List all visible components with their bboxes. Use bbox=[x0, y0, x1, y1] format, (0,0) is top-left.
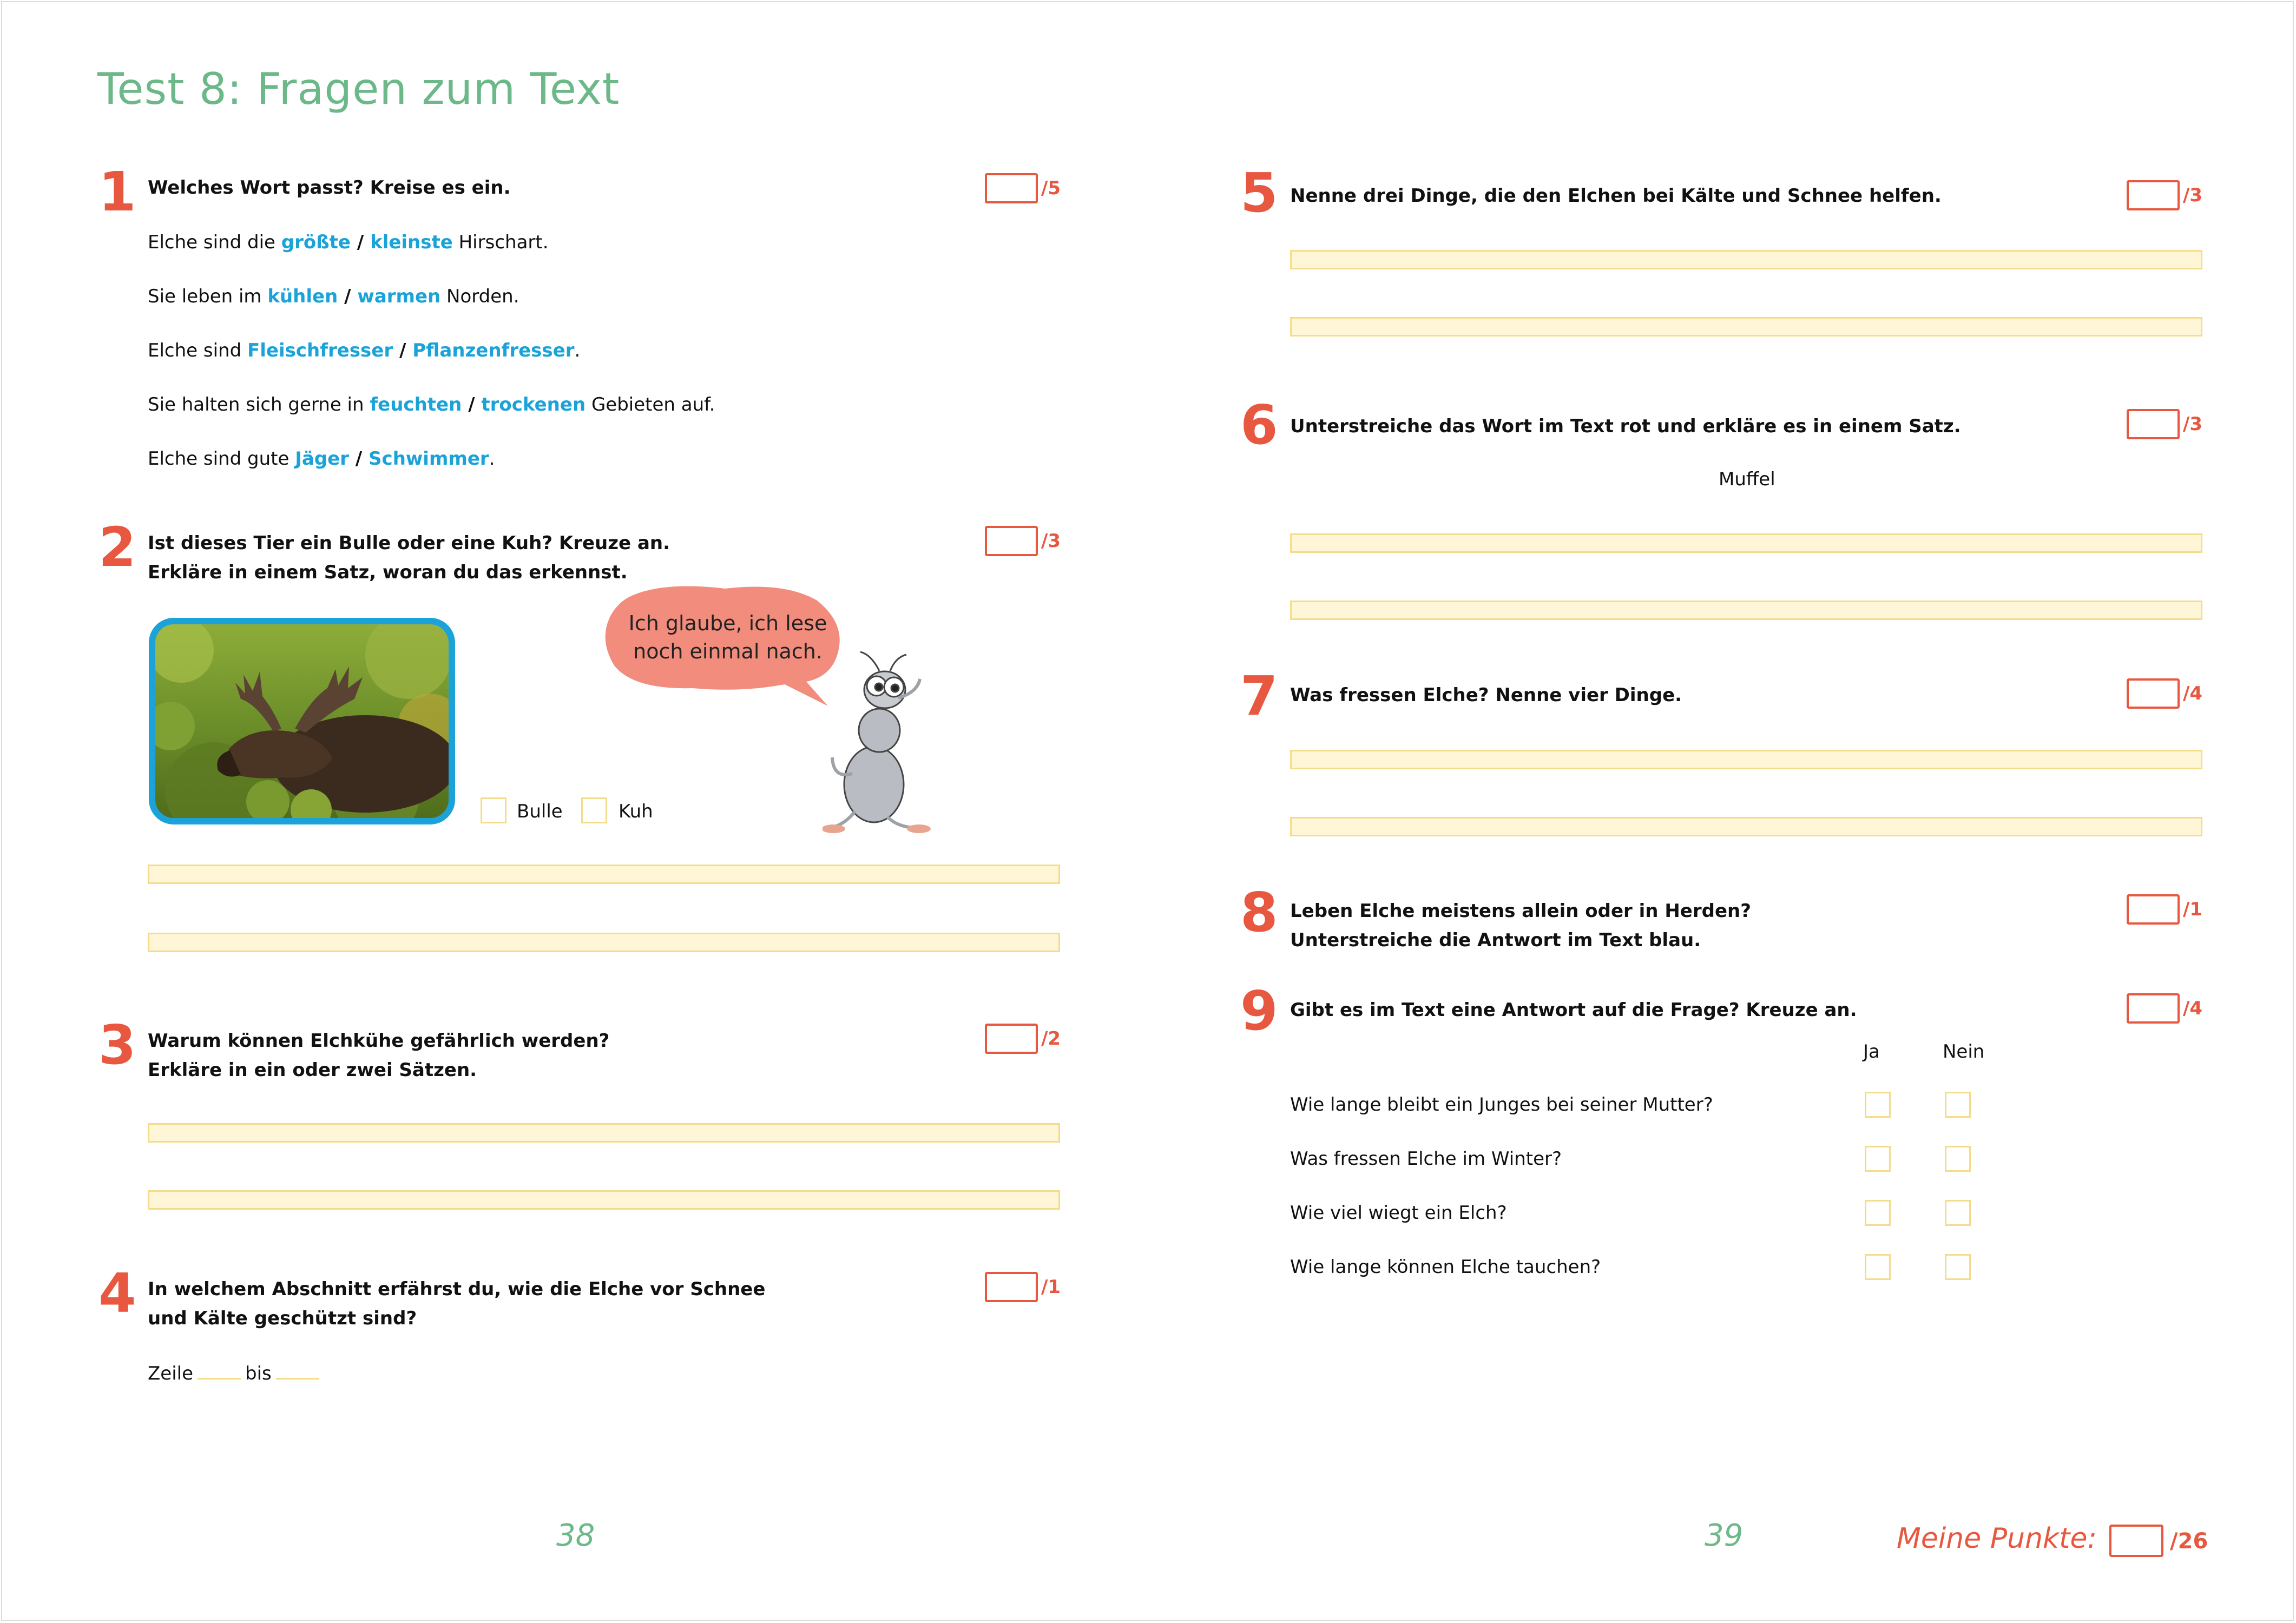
answer-line-q7-1[interactable] bbox=[1290, 750, 2202, 769]
answer-line-q5-1[interactable] bbox=[1290, 250, 2202, 269]
score-max-3: /2 bbox=[1041, 1028, 1061, 1050]
question-number-9: 9 bbox=[1240, 979, 1278, 1043]
score-max-9: /4 bbox=[2183, 998, 2203, 1019]
answer-line-q3-2[interactable] bbox=[148, 1190, 1060, 1210]
question-2-line-2: Erkläre in einem Satz, woran du das erkennst. bbox=[148, 562, 628, 583]
page-number-left: 38 bbox=[556, 1518, 595, 1553]
question-8-line-1: Leben Elche meistens allein oder in Herden? bbox=[1290, 900, 1751, 922]
score-box-3[interactable] bbox=[985, 1024, 1038, 1054]
question-number-7: 7 bbox=[1240, 664, 1278, 728]
question-number-5: 5 bbox=[1240, 161, 1278, 225]
score-box-7[interactable] bbox=[2127, 678, 2180, 709]
checkbox-kuh[interactable] bbox=[581, 797, 607, 823]
answer-line-q3-1[interactable] bbox=[148, 1123, 1060, 1143]
question-2-line-1: Ist dieses Tier ein Bulle oder eine Kuh? Kreuze an. bbox=[148, 532, 670, 554]
checkbox-q9-row2-ja[interactable] bbox=[1865, 1146, 1891, 1172]
answer-line-q2-1[interactable] bbox=[148, 865, 1060, 884]
question-5-text: Nenne drei Dinge, die den Elchen bei Kälte und Schnee helfen. bbox=[1290, 185, 1942, 207]
question-number-3: 3 bbox=[98, 1013, 136, 1077]
q4-zeile-row: Zeile bis bbox=[148, 1361, 324, 1386]
option-warmen[interactable]: warmen bbox=[357, 286, 441, 307]
score-max-1: /5 bbox=[1041, 177, 1061, 199]
question-3-line-2: Erkläre in ein oder zwei Sätzen. bbox=[148, 1059, 477, 1081]
score-max-6: /3 bbox=[2183, 413, 2203, 435]
score-box-1[interactable] bbox=[985, 173, 1038, 203]
score-box-8[interactable] bbox=[2127, 894, 2180, 925]
q9-row-4: Wie lange können Elche tauchen? bbox=[1290, 1256, 1601, 1278]
checkbox-q9-row4-ja[interactable] bbox=[1865, 1254, 1891, 1280]
question-4-line-1: In welchem Abschnitt erfährst du, wie die Elche vor Schnee bbox=[148, 1278, 766, 1300]
option-feuchten[interactable]: feuchten bbox=[370, 394, 462, 415]
answer-line-q6-1[interactable] bbox=[1290, 533, 2202, 553]
question-number-8: 8 bbox=[1240, 881, 1278, 944]
answer-line-q5-2[interactable] bbox=[1290, 317, 2202, 337]
option-kuh-label: Kuh bbox=[619, 801, 653, 822]
score-max-5: /3 bbox=[2183, 184, 2203, 206]
score-max-8: /1 bbox=[2183, 899, 2203, 920]
score-box-6[interactable] bbox=[2127, 409, 2180, 439]
word-muffel: Muffel bbox=[1719, 469, 1775, 490]
checkbox-q9-row2-nein[interactable] bbox=[1945, 1146, 1971, 1172]
checkbox-q9-row3-nein[interactable] bbox=[1945, 1200, 1971, 1226]
total-score-box[interactable] bbox=[2109, 1525, 2163, 1557]
moose-photo bbox=[149, 618, 455, 824]
score-box-9[interactable] bbox=[2127, 993, 2180, 1024]
score-max-4: /1 bbox=[1041, 1276, 1061, 1298]
question-8-line-2: Unterstreiche die Antwort im Text blau. bbox=[1290, 929, 1701, 951]
q9-row-2: Was fressen Elche im Winter? bbox=[1290, 1148, 1562, 1170]
question-6-text: Unterstreiche das Wort im Text rot und erkläre es in einem Satz. bbox=[1290, 415, 1961, 437]
score-box-2[interactable] bbox=[985, 526, 1038, 556]
score-box-5[interactable] bbox=[2127, 180, 2180, 210]
checkbox-q9-row3-ja[interactable] bbox=[1865, 1200, 1891, 1226]
option-kleinste[interactable]: kleinste bbox=[370, 232, 453, 253]
option-trockenen[interactable]: trockenen bbox=[481, 394, 586, 415]
q1-sentence-5: Elche sind gute Jäger / Schwimmer. bbox=[148, 448, 495, 470]
page-number-right: 39 bbox=[1705, 1518, 1744, 1553]
q1-sentence-4: Sie halten sich gerne in feuchten / trockenen Gebieten auf. bbox=[148, 394, 715, 415]
column-ja: Ja bbox=[1863, 1041, 1880, 1063]
q9-row-1: Wie lange bleibt ein Junges bei seiner Mutter? bbox=[1290, 1094, 1713, 1116]
option-pflanzenfresser[interactable]: Pflanzenfresser bbox=[412, 340, 575, 361]
option-groesste[interactable]: größte bbox=[281, 232, 351, 253]
option-bulle-label: Bulle bbox=[517, 801, 563, 822]
question-9-text: Gibt es im Text eine Antwort auf die Frage? Kreuze an. bbox=[1290, 999, 1857, 1021]
score-max-2: /3 bbox=[1041, 530, 1061, 552]
question-7-text: Was fressen Elche? Nenne vier Dinge. bbox=[1290, 684, 1682, 706]
option-schwimmer[interactable]: Schwimmer bbox=[369, 448, 489, 470]
meine-punkte-label: Meine Punkte: bbox=[1897, 1522, 2097, 1555]
q1-sentence-3: Elche sind Fleischfresser / Pflanzenfresser. bbox=[148, 340, 581, 361]
total-score-max: /26 bbox=[2170, 1529, 2208, 1554]
zeile-to-blank[interactable] bbox=[276, 1361, 319, 1380]
question-3-line-1: Warum können Elchkühe gefährlich werden? bbox=[148, 1030, 610, 1052]
option-kuehlen[interactable]: kühlen bbox=[267, 286, 338, 307]
q9-row-3: Wie viel wiegt ein Elch? bbox=[1290, 1202, 1507, 1224]
question-number-6: 6 bbox=[1240, 393, 1278, 457]
checkbox-q9-row1-nein[interactable] bbox=[1945, 1092, 1971, 1118]
answer-line-q7-2[interactable] bbox=[1290, 817, 2202, 836]
checkbox-q9-row1-ja[interactable] bbox=[1865, 1092, 1891, 1118]
checkbox-bulle[interactable] bbox=[481, 797, 506, 823]
score-max-7: /4 bbox=[2183, 683, 2203, 704]
answer-line-q2-2[interactable] bbox=[148, 933, 1060, 952]
speech-bubble-text: Ich glaube, ich lese noch einmal nach. bbox=[628, 611, 827, 663]
option-jaeger[interactable]: Jäger bbox=[295, 448, 349, 470]
q1-sentence-2: Sie leben im kühlen / warmen Norden. bbox=[148, 286, 519, 307]
column-nein: Nein bbox=[1943, 1041, 1985, 1063]
question-number-1: 1 bbox=[98, 160, 136, 223]
question-number-2: 2 bbox=[98, 516, 136, 579]
option-fleischfresser[interactable]: Fleischfresser bbox=[247, 340, 393, 361]
page-title: Test 8: Fragen zum Text bbox=[97, 64, 620, 114]
checkbox-q9-row4-nein[interactable] bbox=[1945, 1254, 1971, 1280]
q1-sentence-1: Elche sind die größte / kleinste Hirschart. bbox=[148, 232, 549, 253]
ant-mascot-illustration bbox=[823, 649, 963, 833]
question-1-text: Welches Wort passt? Kreise es ein. bbox=[148, 177, 511, 199]
question-number-4: 4 bbox=[98, 1262, 136, 1325]
answer-line-q6-2[interactable] bbox=[1290, 601, 2202, 620]
zeile-from-blank[interactable] bbox=[198, 1361, 241, 1380]
score-box-4[interactable] bbox=[985, 1272, 1038, 1302]
question-4-line-2: und Kälte geschützt sind? bbox=[148, 1308, 417, 1329]
